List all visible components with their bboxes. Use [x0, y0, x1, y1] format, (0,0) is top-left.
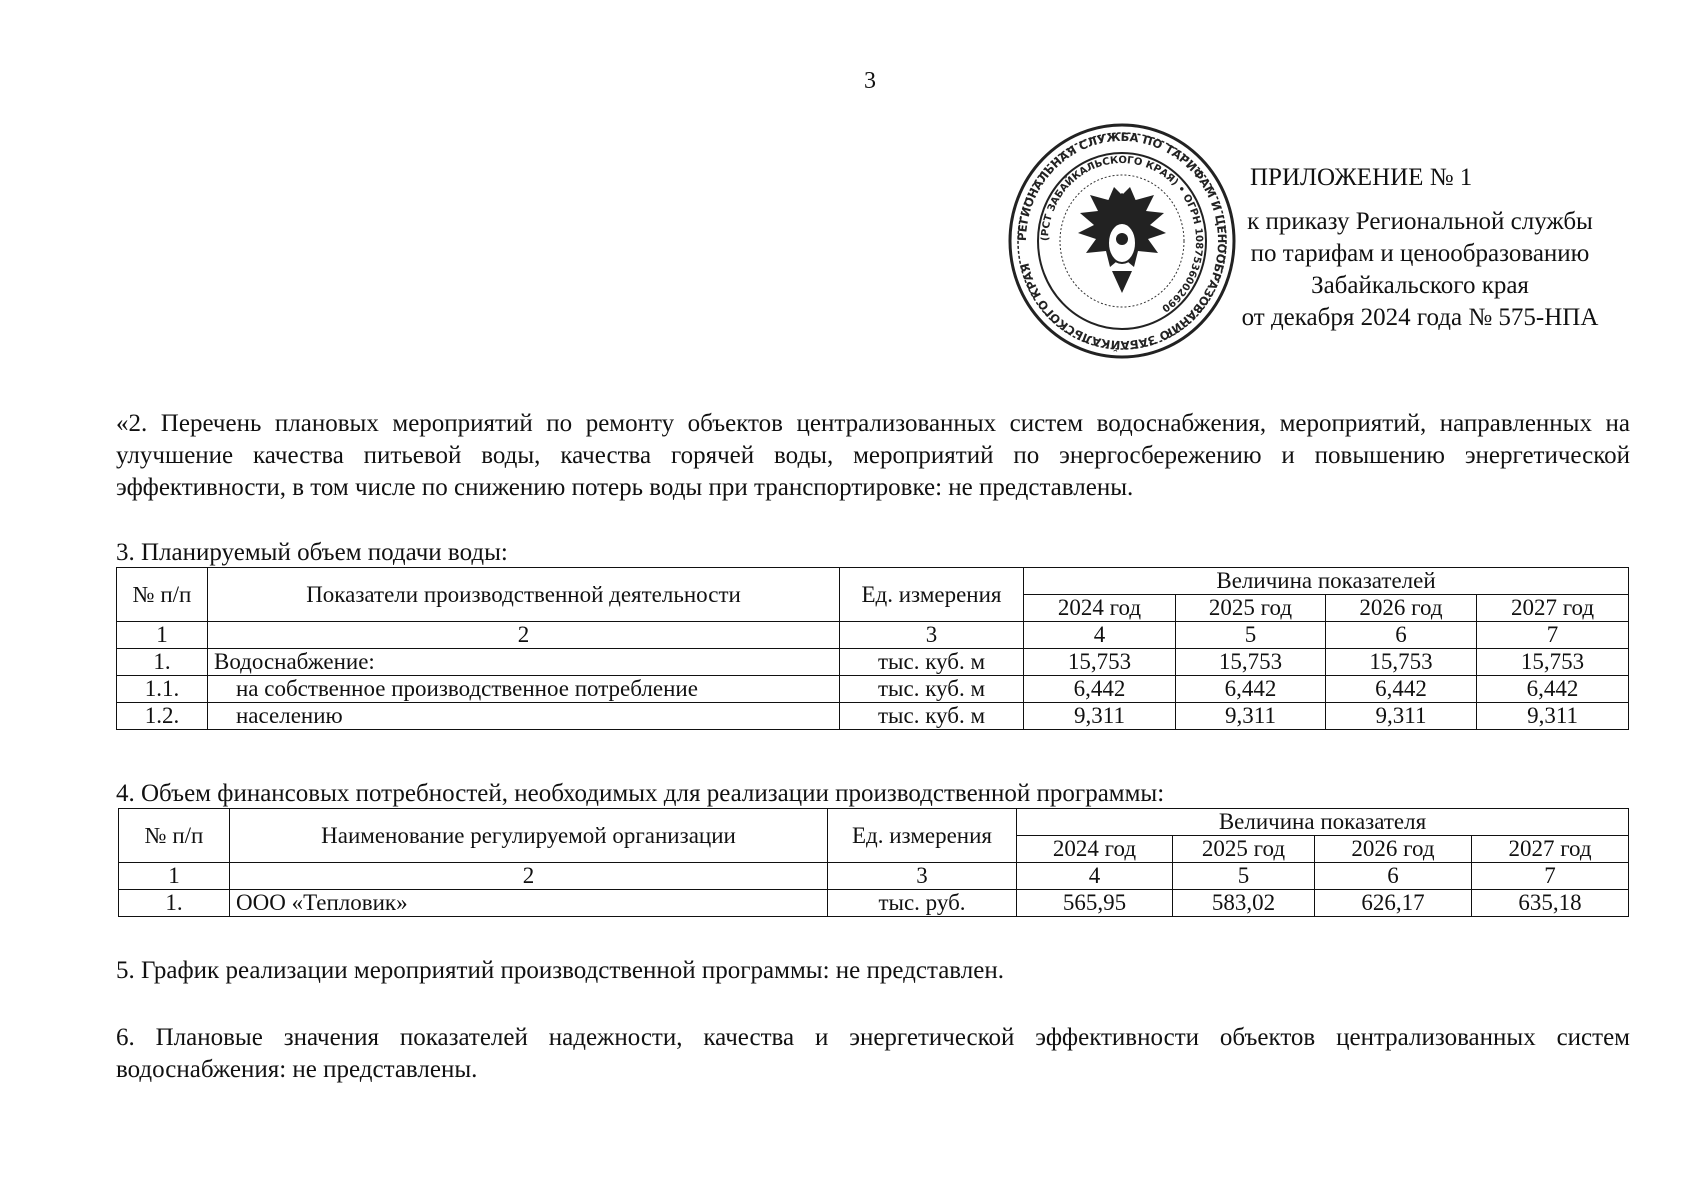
- appendix-header: [1170, 162, 1670, 334]
- col-header-unit: Ед. измерения: [828, 809, 1017, 863]
- column-number-row: 1 2 3 4 5 6 7: [119, 863, 1629, 890]
- seal-outer-text: РЕГИОНАЛЬНАЯ СЛУЖБА ПО ТАРИФАМ И ЦЕНООБРАЗОВАНИЮ ЗАБАЙКАЛЬСКОГО КРАЯ: [1014, 129, 1230, 353]
- seal-inner-text: (РСТ ЗАБАЙКАЛЬСКОГО КРАЯ) • ОГРН 1087536002690: [1039, 154, 1205, 314]
- financial-needs-table: [118, 808, 1629, 917]
- col-header-2025: 2025 год: [1176, 595, 1326, 622]
- col-header-2024: 2024 год: [1024, 595, 1176, 622]
- table-row: 1.1. на собственное производственное потребление тыс. куб. м 6,442 6,442 6,442 6,442: [117, 676, 1629, 703]
- col-header-2027: 2027 год: [1472, 836, 1629, 863]
- col-header-organization: Наименование регулируемой организации: [230, 809, 828, 863]
- col-header-2025: 2025 год: [1173, 836, 1315, 863]
- paragraph-5: 5. График реализации мероприятий производственной программы: не представлен.: [116, 957, 1004, 984]
- eagle-emblem-icon: [1078, 187, 1166, 293]
- column-number-row: 1 2 3 4 5 6 7: [117, 622, 1629, 649]
- appendix-line-1: к приказу Региональной службы: [1247, 208, 1593, 235]
- section-3-title: 3. Планируемый объем подачи воды:: [116, 539, 508, 566]
- appendix-title: ПРИЛОЖЕНИЕ № 1: [1250, 164, 1473, 191]
- appendix-line-2: по тарифам и ценообразованию: [1250, 240, 1590, 267]
- col-header-values-group: Величина показателей: [1024, 568, 1629, 595]
- appendix-line-3: Забайкальского края: [1311, 272, 1529, 299]
- col-header-values-group: Величина показателя: [1017, 809, 1629, 836]
- appendix-line-4: от декабря 2024 года № 575-НПА: [1241, 304, 1599, 331]
- table-row: 1.2. населению тыс. куб. м 9,311 9,311 9,311 9,311: [117, 703, 1629, 730]
- col-header-num: № п/п: [117, 568, 208, 622]
- paragraph-2: «2. Перечень плановых мероприятий по ремонту объектов централизованных систем водоснабжения, мероприятий, направленных на улучшение качества питьевой воды, качества горячей воды, мероприятий по энергосбережению и повышению энергетической эффективности, в том числе по снижению потерь воды при транспортировке: не представлены.: [116, 410, 1630, 501]
- col-header-num: № п/п: [119, 809, 230, 863]
- col-header-2027: 2027 год: [1477, 595, 1629, 622]
- col-header-indicators: Показатели производственной деятельности: [208, 568, 840, 622]
- col-header-unit: Ед. измерения: [840, 568, 1024, 622]
- table-row: 1. Водоснабжение: тыс. куб. м 15,753 15,753 15,753 15,753: [117, 649, 1629, 676]
- col-header-2026: 2026 год: [1315, 836, 1472, 863]
- col-header-2026: 2026 год: [1326, 595, 1477, 622]
- col-header-2024: 2024 год: [1017, 836, 1173, 863]
- water-supply-volume-table: [116, 567, 1629, 730]
- table-row: 1. ООО «Тепловик» тыс. руб. 565,95 583,02 626,17 635,18: [119, 890, 1629, 917]
- section-4-title: 4. Объем финансовых потребностей, необходимых для реализации производственной программы:: [116, 780, 1165, 807]
- official-seal-icon: [1008, 121, 1236, 361]
- paragraph-6: 6. Плановые значения показателей надежности, качества и энергетической эффективности объектов централизованных систем водоснабжения: не представлены.: [116, 1024, 1630, 1083]
- page-number: 3: [864, 68, 876, 94]
